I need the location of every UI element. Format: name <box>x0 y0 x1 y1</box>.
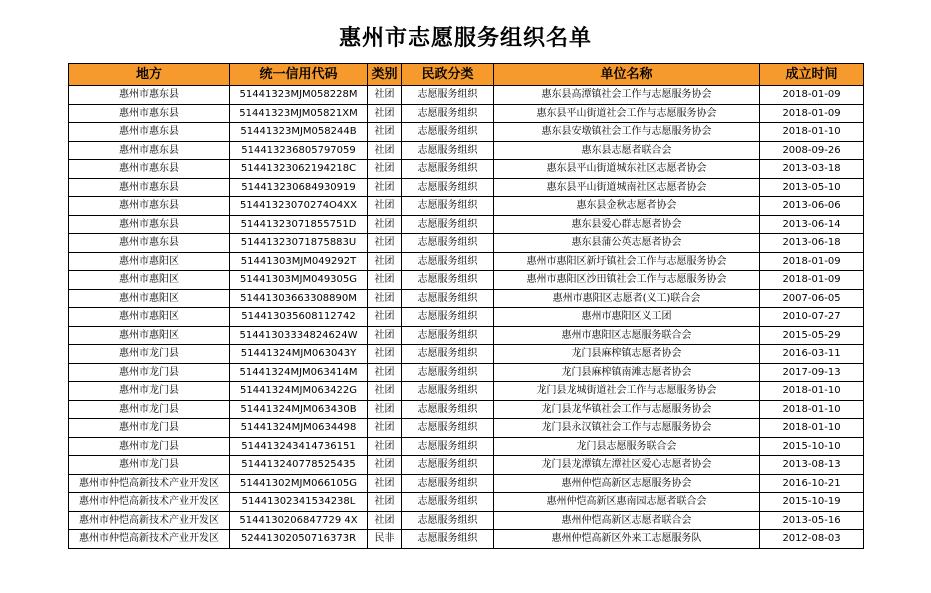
credit-code-cell: 514413240778525435 <box>230 456 368 475</box>
organization-table <box>68 63 864 549</box>
credit-code-cell: 51441323MJM058244B <box>230 123 368 142</box>
founded-date-cell: 2017-09-13 <box>760 363 864 382</box>
category-cell: 社团 <box>368 345 402 364</box>
table-row <box>69 104 864 123</box>
credit-code-cell: 514413243414736151 <box>230 437 368 456</box>
civil-class-cell: 志愿服务组织 <box>402 437 494 456</box>
credit-code-cell: 514413236805797059 <box>230 141 368 160</box>
category-cell: 社团 <box>368 104 402 123</box>
table-row <box>69 400 864 419</box>
table-row <box>69 141 864 160</box>
category-cell: 社团 <box>368 86 402 105</box>
civil-class-cell: 志愿服务组织 <box>402 289 494 308</box>
org-name-cell: 龙门县龙城街道社会工作与志愿服务协会 <box>494 382 760 401</box>
org-name-cell: 惠州市惠阳区志愿服务联合会 <box>494 326 760 345</box>
founded-date-cell: 2008-09-26 <box>760 141 864 160</box>
civil-class-cell: 志愿服务组织 <box>402 160 494 179</box>
org-name-cell: 惠州仲恺高新区外来工志愿服务队 <box>494 530 760 549</box>
table-row <box>69 252 864 271</box>
founded-date-cell: 2018-01-10 <box>760 123 864 142</box>
region-cell: 惠州市惠东县 <box>69 234 230 253</box>
credit-code-cell: 51441324MJM063422G <box>230 382 368 401</box>
org-name-cell: 惠州市惠阳区义工团 <box>494 308 760 327</box>
credit-code-cell: 51441323MJM058228M <box>230 86 368 105</box>
founded-date-cell: 2015-05-29 <box>760 326 864 345</box>
column-header-civil-class: 民政分类 <box>402 64 494 86</box>
civil-class-cell: 志愿服务组织 <box>402 493 494 512</box>
region-cell: 惠州市龙门县 <box>69 400 230 419</box>
civil-class-cell: 志愿服务组织 <box>402 456 494 475</box>
civil-class-cell: 志愿服务组织 <box>402 234 494 253</box>
category-cell: 社团 <box>368 123 402 142</box>
table-row <box>69 363 864 382</box>
civil-class-cell: 志愿服务组织 <box>402 178 494 197</box>
founded-date-cell: 2018-01-09 <box>760 252 864 271</box>
credit-code-cell: 51441324MJM063430B <box>230 400 368 419</box>
table-row <box>69 474 864 493</box>
region-cell: 惠州市仲恺高新技术产业开发区 <box>69 511 230 530</box>
table-row <box>69 289 864 308</box>
civil-class-cell: 志愿服务组织 <box>402 308 494 327</box>
founded-date-cell: 2018-01-09 <box>760 271 864 290</box>
civil-class-cell: 志愿服务组织 <box>402 215 494 234</box>
civil-class-cell: 志愿服务组织 <box>402 271 494 290</box>
category-cell: 社团 <box>368 289 402 308</box>
founded-date-cell: 2015-10-10 <box>760 437 864 456</box>
table-row <box>69 123 864 142</box>
founded-date-cell: 2013-05-10 <box>760 178 864 197</box>
org-name-cell: 龙门县麻榨镇志愿者协会 <box>494 345 760 364</box>
category-cell: 社团 <box>368 456 402 475</box>
table-row <box>69 326 864 345</box>
org-name-cell: 惠州市惠阳区沙田镇社会工作与志愿服务协会 <box>494 271 760 290</box>
org-name-cell: 惠东县蒲公英志愿者协会 <box>494 234 760 253</box>
credit-code-cell: 514413035608112742 <box>230 308 368 327</box>
column-header-region: 地方 <box>69 64 230 86</box>
category-cell: 社团 <box>368 271 402 290</box>
credit-code-cell: 51441303MJM049292T <box>230 252 368 271</box>
civil-class-cell: 志愿服务组织 <box>402 104 494 123</box>
org-name-cell: 惠东县平山街道社会工作与志愿服务协会 <box>494 104 760 123</box>
civil-class-cell: 志愿服务组织 <box>402 363 494 382</box>
org-name-cell: 龙门县龙潭镇左潭社区爱心志愿者协会 <box>494 456 760 475</box>
civil-class-cell: 志愿服务组织 <box>402 252 494 271</box>
org-name-cell: 惠州市惠阳区新圩镇社会工作与志愿服务协会 <box>494 252 760 271</box>
column-header-founded-date: 成立时间 <box>760 64 864 86</box>
region-cell: 惠州市龙门县 <box>69 419 230 438</box>
credit-code-cell: 51441302341534238L <box>230 493 368 512</box>
table-row <box>69 308 864 327</box>
table-row <box>69 437 864 456</box>
founded-date-cell: 2012-08-03 <box>760 530 864 549</box>
category-cell: 社团 <box>368 215 402 234</box>
org-name-cell: 龙门县永汉镇社会工作与志愿服务协会 <box>494 419 760 438</box>
table-row <box>69 493 864 512</box>
region-cell: 惠州市惠东县 <box>69 123 230 142</box>
civil-class-cell: 志愿服务组织 <box>402 141 494 160</box>
region-cell: 惠州市龙门县 <box>69 437 230 456</box>
category-cell: 社团 <box>368 308 402 327</box>
founded-date-cell: 2013-06-06 <box>760 197 864 216</box>
civil-class-cell: 志愿服务组织 <box>402 326 494 345</box>
org-name-cell: 惠州市惠阳区志愿者(义工)联合会 <box>494 289 760 308</box>
region-cell: 惠州市惠阳区 <box>69 308 230 327</box>
region-cell: 惠州市龙门县 <box>69 382 230 401</box>
region-cell: 惠州市惠东县 <box>69 197 230 216</box>
region-cell: 惠州市惠东县 <box>69 160 230 179</box>
credit-code-cell: 51441302MJM066105G <box>230 474 368 493</box>
org-name-cell: 惠东县平山街道城南社区志愿者协会 <box>494 178 760 197</box>
org-name-cell: 惠东县平山街道城东社区志愿者协会 <box>494 160 760 179</box>
civil-class-cell: 志愿服务组织 <box>402 345 494 364</box>
credit-code-cell: 51441324MJM0634498 <box>230 419 368 438</box>
category-cell: 社团 <box>368 474 402 493</box>
founded-date-cell: 2018-01-10 <box>760 400 864 419</box>
org-name-cell: 惠东县志愿者联合会 <box>494 141 760 160</box>
founded-date-cell: 2013-08-13 <box>760 456 864 475</box>
org-name-cell: 惠州仲恺高新区惠南园志愿者联合会 <box>494 493 760 512</box>
category-cell: 社团 <box>368 382 402 401</box>
category-cell: 社团 <box>368 400 402 419</box>
civil-class-cell: 志愿服务组织 <box>402 197 494 216</box>
category-cell: 社团 <box>368 493 402 512</box>
civil-class-cell: 志愿服务组织 <box>402 474 494 493</box>
credit-code-cell: 51441323062194218C <box>230 160 368 179</box>
region-cell: 惠州市惠阳区 <box>69 326 230 345</box>
region-cell: 惠州市惠东县 <box>69 86 230 105</box>
civil-class-cell: 志愿服务组织 <box>402 419 494 438</box>
region-cell: 惠州市惠东县 <box>69 141 230 160</box>
credit-code-cell: 52441302050716373R <box>230 530 368 549</box>
page-title: 惠州市志愿服务组织名单 <box>338 26 592 51</box>
table-row <box>69 456 864 475</box>
credit-code-cell: 51441303663308890M <box>230 289 368 308</box>
founded-date-cell: 2013-06-18 <box>760 234 864 253</box>
founded-date-cell: 2013-03-18 <box>760 160 864 179</box>
category-cell: 社团 <box>368 197 402 216</box>
table-body <box>69 86 864 549</box>
org-name-cell: 惠东县安墩镇社会工作与志愿服务协会 <box>494 123 760 142</box>
org-name-cell: 惠东县爱心群志愿者协会 <box>494 215 760 234</box>
civil-class-cell: 志愿服务组织 <box>402 123 494 142</box>
credit-code-cell: 5144130206847729 4X <box>230 511 368 530</box>
credit-code-cell: 51441324MJM063043Y <box>230 345 368 364</box>
column-header-org-name: 单位名称 <box>494 64 760 86</box>
founded-date-cell: 2018-01-10 <box>760 419 864 438</box>
table-row <box>69 271 864 290</box>
table-row <box>69 197 864 216</box>
credit-code-cell: 51441323071875883U <box>230 234 368 253</box>
category-cell: 社团 <box>368 141 402 160</box>
region-cell: 惠州市惠东县 <box>69 215 230 234</box>
category-cell: 社团 <box>368 419 402 438</box>
table-row <box>69 511 864 530</box>
table-row <box>69 382 864 401</box>
civil-class-cell: 志愿服务组织 <box>402 86 494 105</box>
table-row <box>69 530 864 549</box>
category-cell: 社团 <box>368 363 402 382</box>
org-name-cell: 惠州仲恺高新区志愿服务协会 <box>494 474 760 493</box>
category-cell: 社团 <box>368 326 402 345</box>
region-cell: 惠州市惠东县 <box>69 178 230 197</box>
table-header-row <box>69 64 864 86</box>
credit-code-cell: 51441323071855751D <box>230 215 368 234</box>
region-cell: 惠州市仲恺高新技术产业开发区 <box>69 530 230 549</box>
credit-code-cell: 51441303MJM049305G <box>230 271 368 290</box>
category-cell: 社团 <box>368 178 402 197</box>
civil-class-cell: 志愿服务组织 <box>402 400 494 419</box>
org-name-cell: 惠州仲恺高新区志愿者联合会 <box>494 511 760 530</box>
region-cell: 惠州市惠东县 <box>69 104 230 123</box>
credit-code-cell: 51441323MJM05821XM <box>230 104 368 123</box>
table-row <box>69 86 864 105</box>
category-cell: 社团 <box>368 252 402 271</box>
founded-date-cell: 2016-10-21 <box>760 474 864 493</box>
founded-date-cell: 2016-03-11 <box>760 345 864 364</box>
founded-date-cell: 2018-01-09 <box>760 86 864 105</box>
category-cell: 民非 <box>368 530 402 549</box>
column-header-category: 类别 <box>368 64 402 86</box>
credit-code-cell: 51441323070274O4XX <box>230 197 368 216</box>
region-cell: 惠州市仲恺高新技术产业开发区 <box>69 474 230 493</box>
civil-class-cell: 志愿服务组织 <box>402 530 494 549</box>
region-cell: 惠州市龙门县 <box>69 345 230 364</box>
region-cell: 惠州市仲恺高新技术产业开发区 <box>69 493 230 512</box>
table-row <box>69 178 864 197</box>
table-row <box>69 419 864 438</box>
civil-class-cell: 志愿服务组织 <box>402 511 494 530</box>
category-cell: 社团 <box>368 234 402 253</box>
table-row <box>69 234 864 253</box>
founded-date-cell: 2010-07-27 <box>760 308 864 327</box>
org-name-cell: 龙门县龙华镇社会工作与志愿服务协会 <box>494 400 760 419</box>
credit-code-cell: 51441324MJM063414M <box>230 363 368 382</box>
category-cell: 社团 <box>368 437 402 456</box>
founded-date-cell: 2013-05-16 <box>760 511 864 530</box>
org-name-cell: 惠东县高潭镇社会工作与志愿服务协会 <box>494 86 760 105</box>
founded-date-cell: 2018-01-10 <box>760 382 864 401</box>
org-name-cell: 惠东县金秋志愿者协会 <box>494 197 760 216</box>
credit-code-cell: 51441303334824624W <box>230 326 368 345</box>
credit-code-cell: 514413230684930919 <box>230 178 368 197</box>
region-cell: 惠州市龙门县 <box>69 456 230 475</box>
civil-class-cell: 志愿服务组织 <box>402 382 494 401</box>
category-cell: 社团 <box>368 511 402 530</box>
column-header-credit-code: 统一信用代码 <box>230 64 368 86</box>
table-row <box>69 345 864 364</box>
category-cell: 社团 <box>368 160 402 179</box>
org-name-cell: 龙门县麻榨镇南滩志愿者协会 <box>494 363 760 382</box>
org-name-cell: 龙门县志愿服务联合会 <box>494 437 760 456</box>
founded-date-cell: 2007-06-05 <box>760 289 864 308</box>
region-cell: 惠州市龙门县 <box>69 363 230 382</box>
founded-date-cell: 2013-06-14 <box>760 215 864 234</box>
region-cell: 惠州市惠阳区 <box>69 271 230 290</box>
region-cell: 惠州市惠阳区 <box>69 252 230 271</box>
founded-date-cell: 2018-01-09 <box>760 104 864 123</box>
table-row <box>69 215 864 234</box>
region-cell: 惠州市惠阳区 <box>69 289 230 308</box>
table-row <box>69 160 864 179</box>
founded-date-cell: 2015-10-19 <box>760 493 864 512</box>
